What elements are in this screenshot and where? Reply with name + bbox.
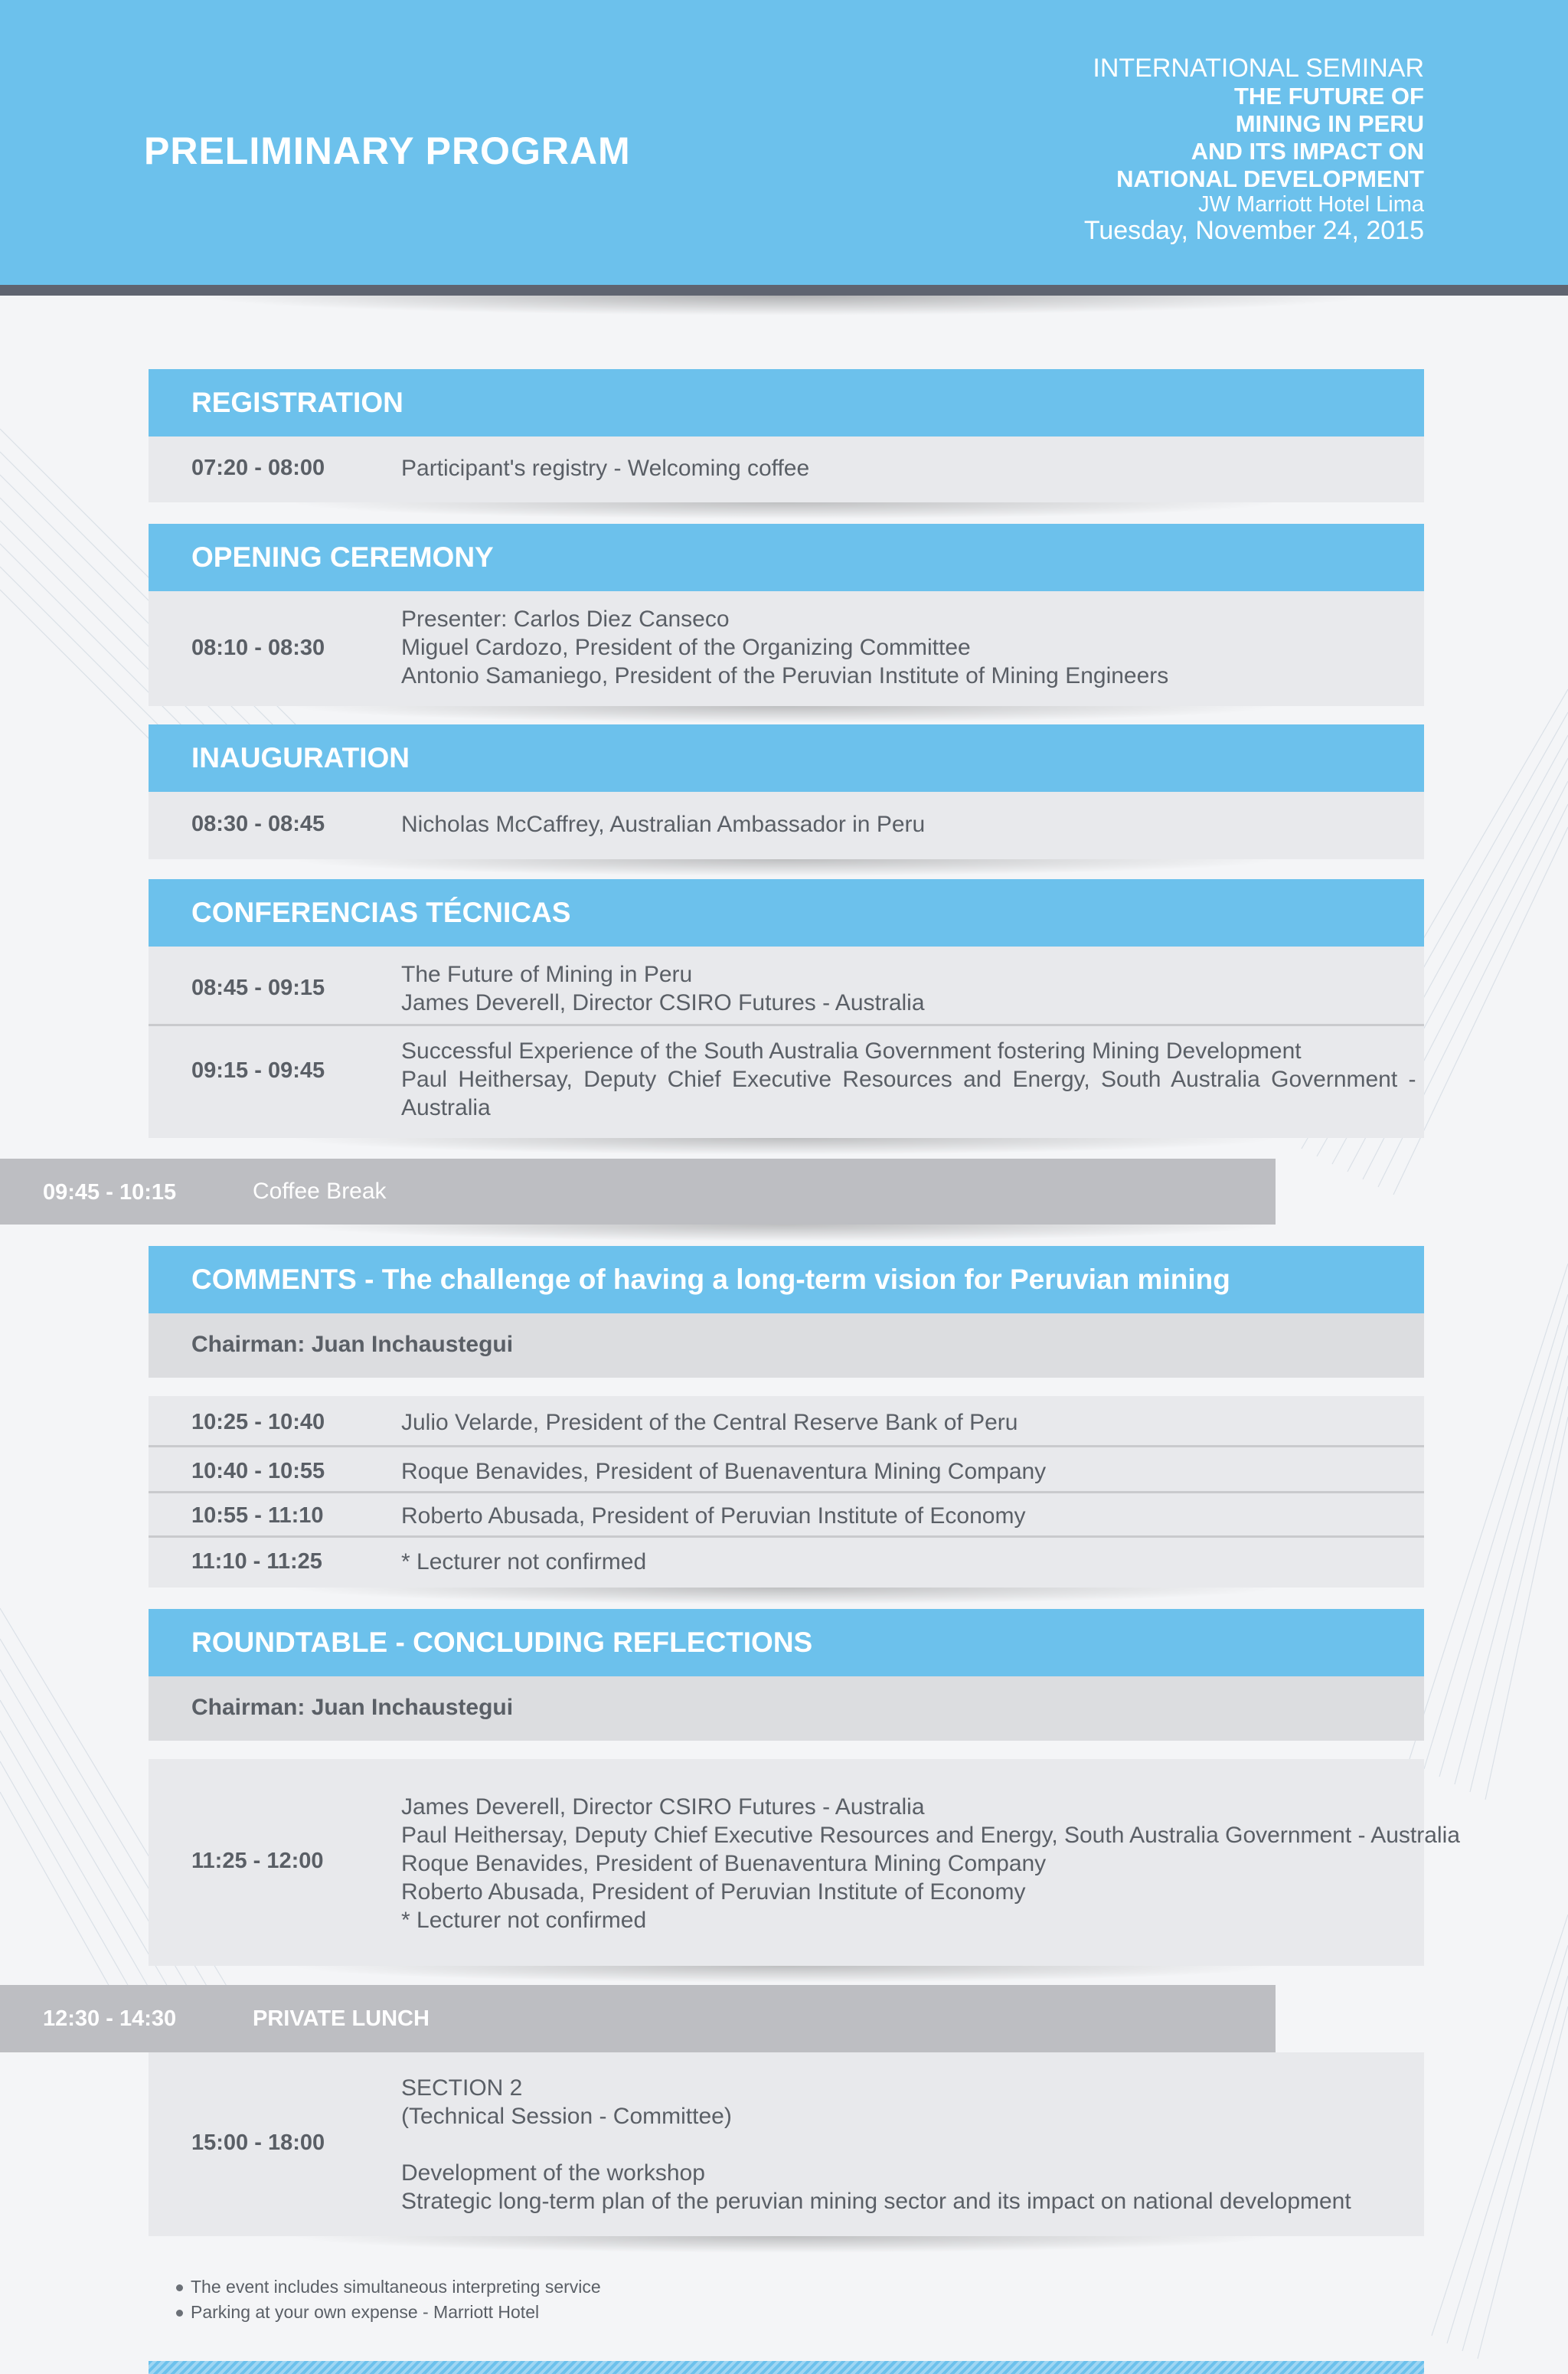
seminar-venue: JW Marriott Hotel Lima [1198,192,1424,217]
description-line: Roque Benavides, President of Buenaventura Mining Company [401,1851,1047,1876]
row-description [401,1037,1416,1122]
time-slot: 11:10 - 11:25 [191,1549,322,1574]
schedule-row [149,437,1424,502]
schedule-row [149,591,1424,706]
description-line: James Deverell, Director CSIRO Futures - Australia [401,990,925,1015]
description-line: The Future of Mining in Peru [401,962,693,987]
row-description [401,605,1168,690]
section-header [149,524,1424,591]
row-description [401,810,925,839]
section-2-row [149,2052,1424,2236]
description-line: * Lecturer not confirmed [401,1549,647,1574]
row-divider [149,1535,1424,1538]
description-line: (Technical Session - Committee) [401,2104,732,2129]
private-lunch-row [0,1985,1276,2052]
header-divider-band [0,285,1568,296]
description-line: Nicholas McCaffrey, Australian Ambassador in Peru [401,812,926,837]
row-shadow [286,502,1282,519]
description-line: Development of the workshop [401,2160,705,2186]
schedule-row [149,1759,1460,1966]
row-description [401,2074,1351,2215]
description-line: Paul Heithersay, Deputy Chief Executive Resources and Energy, South Australia Government - [401,1067,1416,1092]
section-title: ROUNDTABLE - CONCLUDING REFLECTIONS [191,1627,813,1658]
row-description [401,1548,646,1576]
description-line: Roberto Abusada, President of Peruvian Institute of Economy [401,1503,1026,1529]
time-slot: 12:30 - 14:30 [43,2006,177,2031]
header-shadow [191,296,1378,316]
footnote-item [176,2274,601,2300]
description-line: Strategic long-term plan of the peruvian mining sector and its impact on national development [401,2189,1351,2214]
section-header [149,879,1424,947]
description-line: Participant's registry - Welcoming coffee [401,456,810,481]
seminar-title-line: AND ITS IMPACT ON [1191,138,1424,165]
description-line: Antonio Samaniego, President of the Peruvian Institute of Mining Engineers [401,663,1169,688]
chairman-row [149,1313,1424,1378]
description-line: Successful Experience of the South Australia Government fostering Mining Development [401,1038,1302,1064]
description-line: Australia [401,1095,491,1120]
row-divider [149,1491,1424,1493]
time-slot: 08:30 - 08:45 [191,812,325,836]
time-slot: 09:15 - 09:45 [191,1058,325,1083]
row-shadow [286,859,1282,876]
footnotes [176,2274,601,2325]
footer-stripe-bar [149,2361,1424,2374]
section-title: INAUGURATION [191,742,410,773]
row-description [401,1502,1025,1530]
time-slot: 10:40 - 10:55 [191,1459,325,1483]
section-header [149,369,1424,437]
time-slot: 11:25 - 12:00 [191,1849,324,1873]
row-shadow [286,1138,1282,1155]
chairman-row [149,1676,1424,1741]
section-title: CONFERENCIAS TÉCNICAS [191,897,571,928]
row-description [401,960,925,1017]
seminar-title-line: NATIONAL DEVELOPMENT [1116,165,1424,192]
description-line: * Lecturer not confirmed [401,1908,647,1933]
description-line: James Deverell, Director CSIRO Futures - Australia [401,1794,925,1820]
header-banner [0,0,1568,285]
chairman-label: Chairman: Juan Inchaustegui [191,1332,514,1357]
section-title: REGISTRATION [191,387,403,418]
description-line: Julio Velarde, President of the Central Reserve Bank of Peru [401,1410,1018,1435]
section-header [149,1246,1424,1313]
row-description [401,1457,1046,1486]
schedule-row [149,792,1424,859]
row-description [401,1408,1018,1437]
coffee-break-row [0,1159,1276,1225]
bullet-icon [176,2284,183,2291]
row-description [401,1793,1460,1934]
description-line: Presenter: Carlos Diez Canseco [401,607,730,632]
row-shadow [286,706,1282,723]
footnote-item [176,2300,601,2325]
description-line: Roque Benavides, President of Buenaventura Mining Company [401,1459,1047,1484]
footnote-text: The event includes simultaneous interpreting service [191,2277,601,2297]
time-slot: 15:00 - 18:00 [191,2130,325,2155]
time-slot: 08:45 - 09:15 [191,976,325,1000]
time-slot: 09:45 - 10:15 [43,1180,177,1205]
description-line: SECTION 2 [401,2075,523,2101]
schedule-block [149,1396,1424,1588]
chairman-label: Chairman: Juan Inchaustegui [191,1695,514,1720]
section-header [149,724,1424,792]
time-slot: 08:10 - 08:30 [191,636,325,660]
section-title: OPENING CEREMONY [191,541,494,573]
description-line [401,2130,1351,2159]
row-shadow [286,2236,1282,2253]
seminar-title-line: THE FUTURE OF [1234,83,1424,110]
section-header [149,1609,1424,1676]
time-slot: 10:55 - 11:10 [191,1503,324,1528]
row-shadow [286,1588,1282,1604]
row-shadow [286,1966,1282,1983]
bullet-icon [176,2310,183,2317]
private-lunch-label: PRIVATE LUNCH [253,2006,430,2031]
row-divider [149,1445,1424,1447]
seminar-title-line: MINING IN PERU [1235,110,1424,137]
schedule-block [149,947,1424,1138]
time-slot: 07:20 - 08:00 [191,456,325,480]
description-line: Paul Heithersay, Deputy Chief Executive Resources and Energy, South Australia Government - Australia [401,1823,1460,1848]
description-line: Miguel Cardozo, President of the Organizing Committee [401,635,971,660]
description-line: Roberto Abusada, President of Peruvian Institute of Economy [401,1879,1026,1905]
page-title: PRELIMINARY PROGRAM [144,129,631,172]
section-title: COMMENTS - The challenge of having a long-term vision for Peruvian mining [191,1264,1230,1295]
coffee-break-label: Coffee Break [253,1179,387,1204]
seminar-label: INTERNATIONAL SEMINAR [1093,54,1424,83]
row-divider [149,1024,1424,1026]
seminar-date: Tuesday, November 24, 2015 [1083,216,1424,245]
row-shadow [286,1225,1282,1241]
footnote-text: Parking at your own expense - Marriott Hotel [191,2302,540,2322]
time-slot: 10:25 - 10:40 [191,1410,325,1434]
seminar-info [735,54,1424,245]
row-description [401,454,809,482]
